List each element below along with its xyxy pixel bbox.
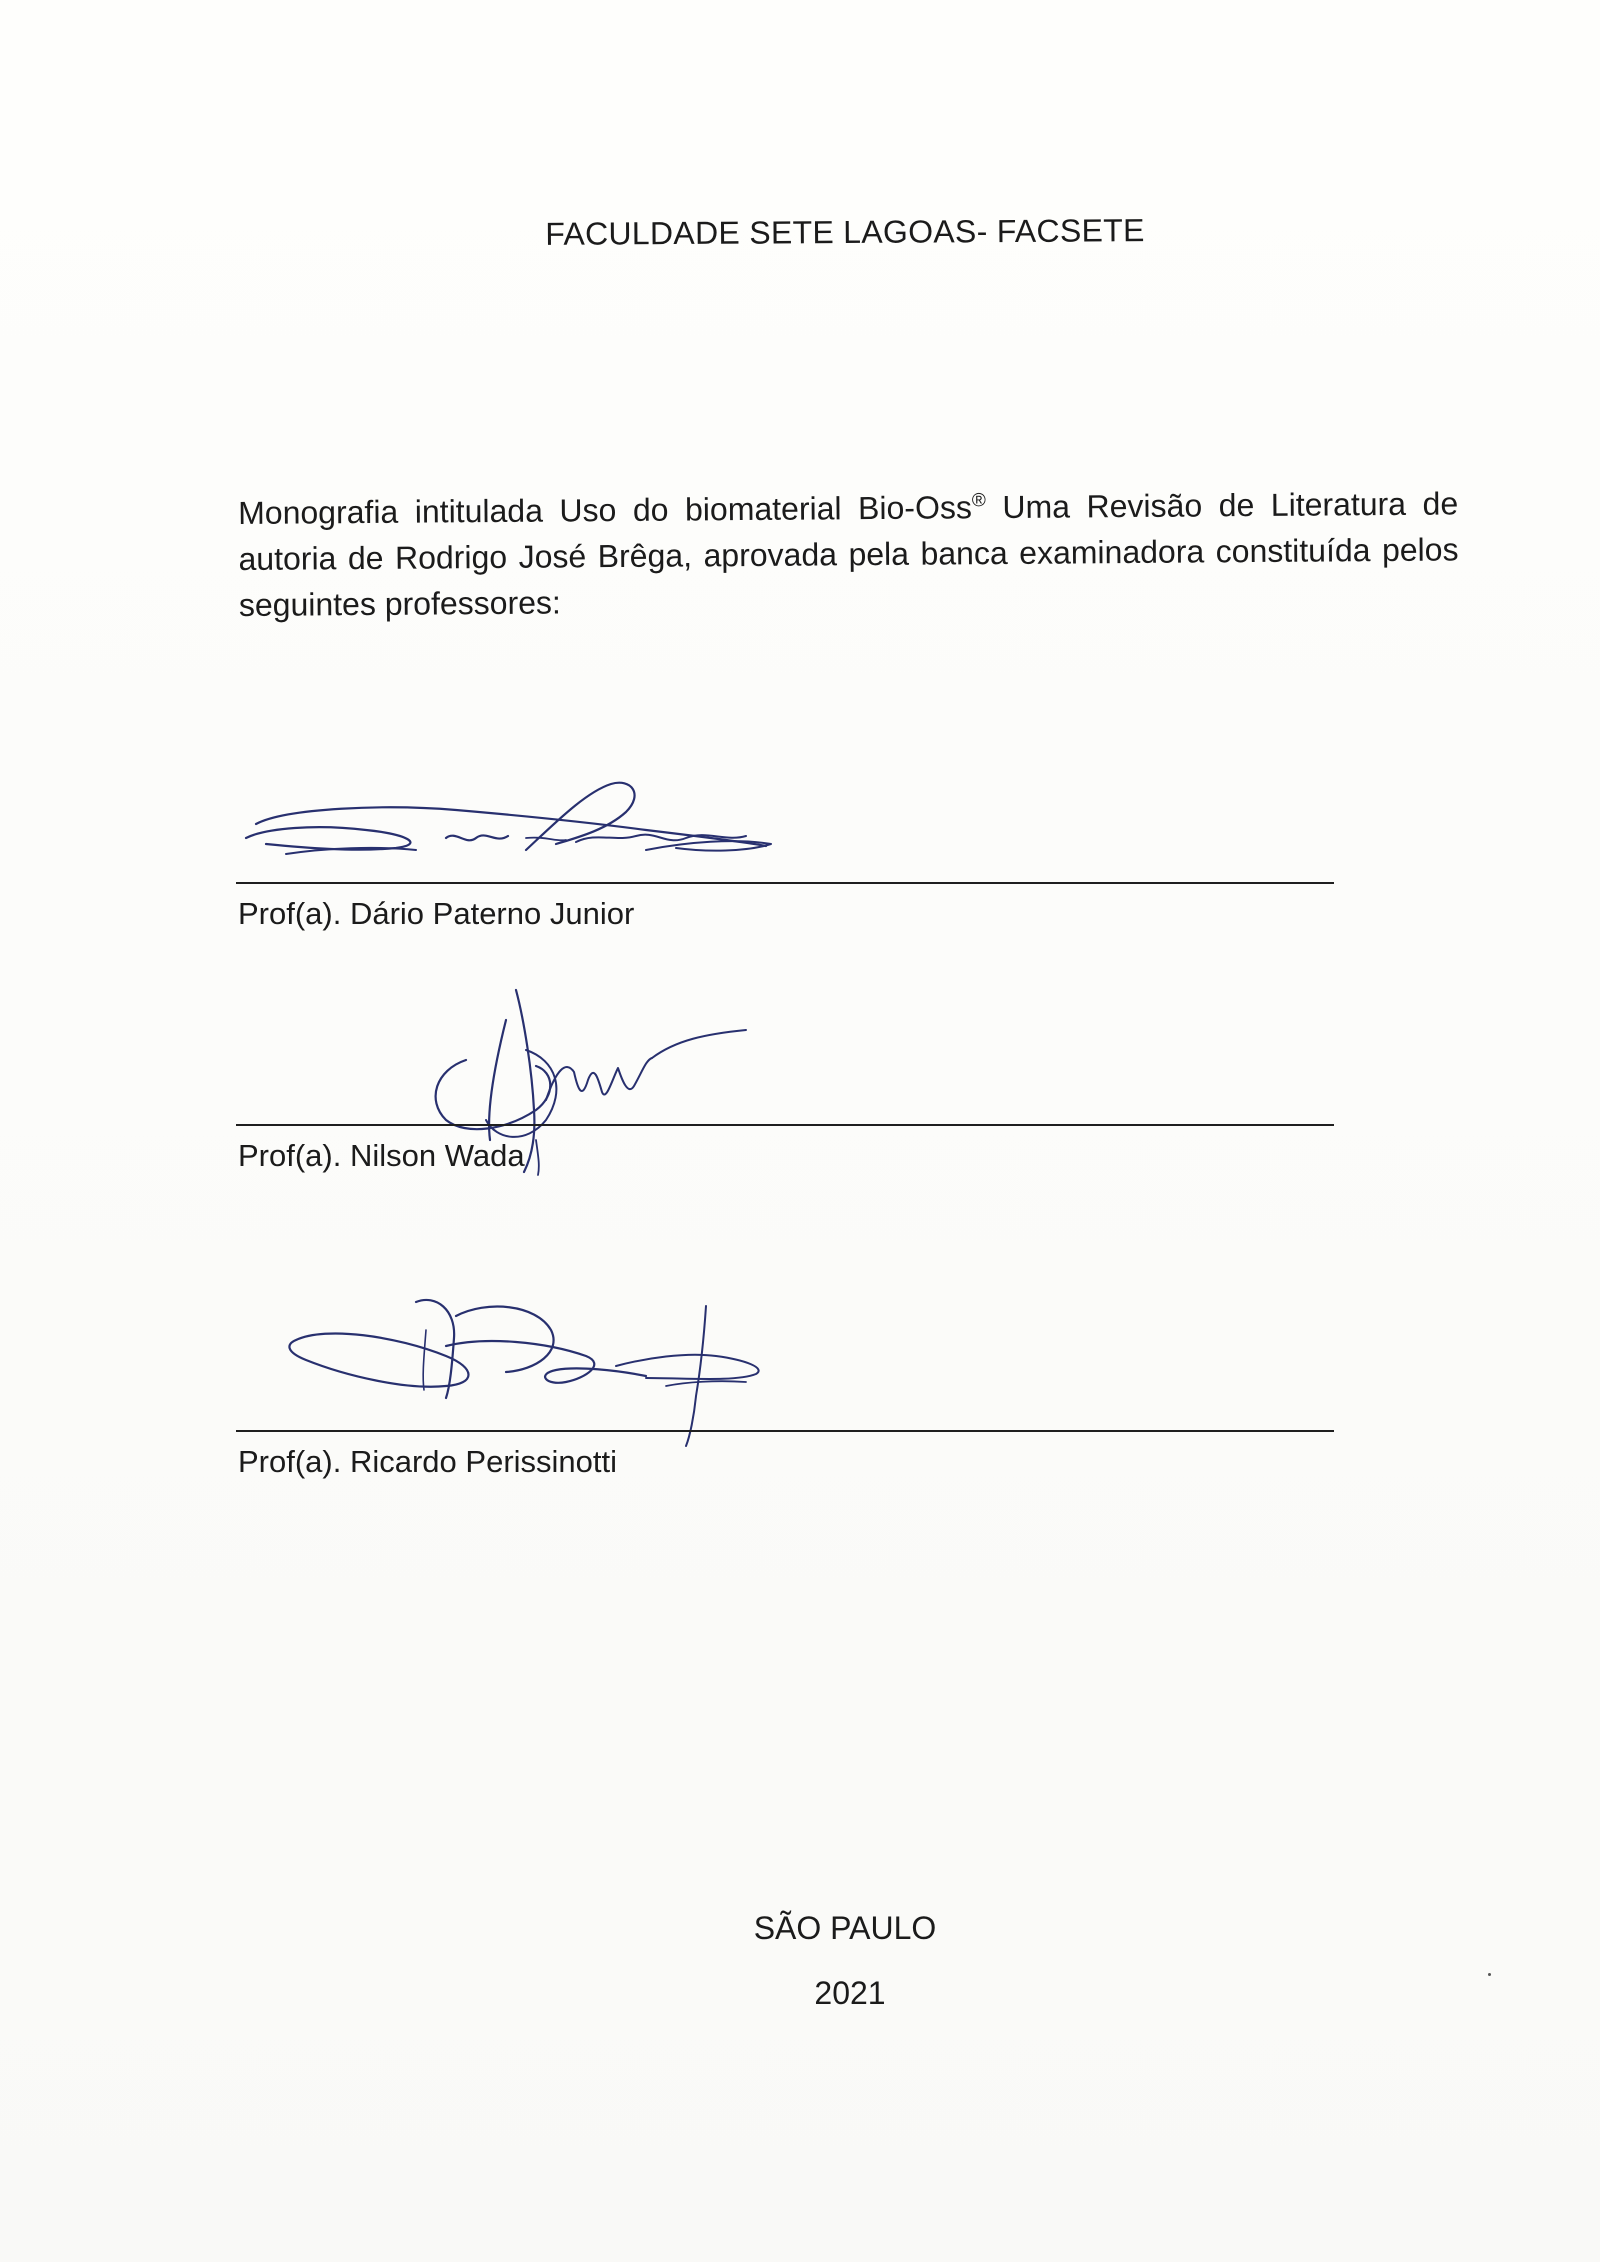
signatory-name: Prof(a). Dário Paterno Junior (238, 896, 635, 931)
city: SÃO PAULO (753, 1910, 937, 1946)
institution-name: FACULDADE SETE LAGOAS- FACSETE (545, 212, 1145, 252)
signatory-name: Prof(a). Ricardo Perissinotti (238, 1444, 618, 1479)
signatory-block (236, 1300, 1336, 1479)
signatory-block (236, 1000, 1336, 1173)
paper-speck (1488, 1973, 1491, 1976)
handwritten-signature (226, 772, 786, 882)
signatory-block (236, 790, 1336, 930)
approval-text-start: Monografia intitulada Uso do biomaterial Bio-Oss (238, 489, 973, 531)
signature-line (236, 1430, 1334, 1432)
year: 2021 (814, 1975, 886, 2011)
signatory-name: Prof(a). Nilson Wada (238, 1138, 525, 1173)
signature-line (236, 882, 1334, 884)
signature-line (236, 1124, 1334, 1126)
approval-text-end: Uma Revisão de Literatura de autoria de Rodrigo José Brêga, aprovada pela banca examinadora constituída pelos seguintes professores: (238, 485, 1459, 623)
registered-mark: ® (971, 490, 986, 512)
approval-statement (238, 480, 1459, 628)
